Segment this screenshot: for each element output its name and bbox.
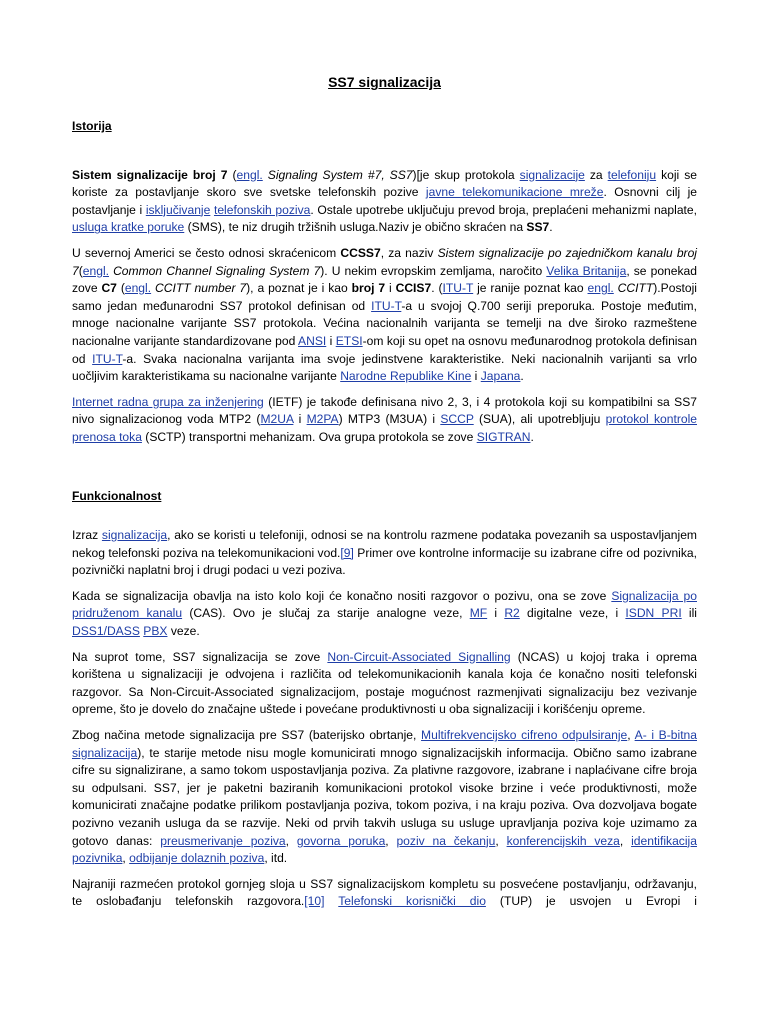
link[interactable]: telefonskih poziva <box>213 202 311 217</box>
link[interactable]: Telefonski korisnički dio <box>338 894 486 909</box>
link[interactable]: ANSI <box>298 333 327 348</box>
paragraph <box>72 876 697 911</box>
text-run: . Ostale upotrebe uključuju prevod broja, preplaćeni mehanizmi naplate, <box>310 202 697 217</box>
italic-text: Signaling System #7, SS7 <box>267 167 413 182</box>
text-run: . <box>549 220 553 235</box>
link[interactable]: ITU-T <box>442 281 474 296</box>
bold-text: C7 <box>101 281 117 296</box>
link[interactable]: govorna poruka <box>296 833 386 848</box>
text-run: . <box>520 369 524 384</box>
link[interactable]: engl. <box>82 263 109 278</box>
text-run: ), te starije metode nisu mogle komunicirati mnogo signalizacijskih informacija. Obično samo izabrane cifre su signalizirane, a samo tokom uspostavljanja poziva. Za plativne razgovore, izabrane i naplaćivane cifre broja su odpulsani. SS7, jer je paketni baziranih komunikacioni protokol visoke brzine i veće produktivnosti, može komunicirati značajne podatke prilikom postavljanja poziva, tokom poziva, i na kraju poziva. Ova dozvoljava bogate pozivno vezanih usluga da se razvije. Neki od prvih takvih usluga su usluge upravljanja poziva koje uzimamo za gotovo danas: <box>72 745 697 848</box>
link[interactable]: engl. <box>124 281 152 296</box>
bold-text: Sistem signalizacije broj 7 <box>72 167 228 182</box>
bold-text: CCIS7 <box>395 281 432 296</box>
text-run: (NCAS) u kojoj traka i oprema korištena u signalizaciji je odvojena i različita od telekomunikacionih kanala koja će konačno nositi telefonski razgovor. Sa Non-Circuit-Associated signalizacijom, postaje mogućnost razmenjivati signalizaciju bez vezivanje opreme, što je dovelo do značajne uštede i povećane produktivnosti u oba signalizaciji i korišćenju opreme. <box>72 649 697 717</box>
paragraph <box>72 649 697 719</box>
link[interactable]: R2 <box>504 606 520 621</box>
italic-text: Sistem signalizacije po zajedničkom kanalu broj 7 <box>72 245 697 278</box>
text-run: i <box>487 606 505 621</box>
page-title: SS7 signalizacija <box>328 74 441 90</box>
text-run: Na suprot tome, SS7 signalizacija se zove <box>72 649 328 664</box>
paragraph <box>72 167 697 237</box>
link[interactable]: MF <box>469 606 488 621</box>
bold-text: broj 7 <box>351 281 386 296</box>
text-run: ).Postoji samo jedan međunarodni SS7 protokol definisan od <box>72 281 697 313</box>
paragraph <box>72 527 697 580</box>
document-page <box>72 60 697 919</box>
text-run: ) MTP3 (M3UA) i <box>338 412 441 427</box>
link[interactable]: Velika Britanija <box>546 263 627 278</box>
link[interactable]: engl. <box>587 281 614 296</box>
text-run: ( <box>116 281 125 296</box>
link[interactable]: ISDN PRI <box>625 606 682 621</box>
text-run: Primer ove kontrolne informacije su izabrane cifre od pozivnika, pozivnički naplatni broj i drugi podaci u vezi poziva. <box>72 545 697 578</box>
link[interactable]: preusmerivanje poziva <box>160 833 286 848</box>
text-run: Kada se signalizacija obavlja na isto kolo koji će konačno nositi razgovor o pozivu, ona se zove <box>72 588 612 603</box>
text-run: i <box>293 412 307 427</box>
bold-text: CCSS7 <box>340 245 381 260</box>
link[interactable]: usluga kratke poruke <box>72 220 185 235</box>
text-run: -a u svojoj Q.700 seriji preporuka. Postoje međutim, mnoge nacionalne varijante SS7 protokola. Većina nacionalnih varijanta se temelji na dve široko razmeštene nacionalne varijante standardizovane pod <box>72 298 697 348</box>
paragraph <box>72 394 697 447</box>
text-run: , se ponekad zove <box>72 263 697 296</box>
link[interactable]: Japana <box>480 369 521 384</box>
link[interactable]: javne telekomunikacione mreže <box>425 185 604 200</box>
text-run: ), a poznat je i kao <box>246 281 352 296</box>
link[interactable]: konferencijskih veza <box>506 833 620 848</box>
link[interactable]: [10] <box>304 894 325 909</box>
text-run: koji se koriste za postavljanje skoro sve svetske telefonskih pozive <box>72 167 698 200</box>
text-run: . <box>530 429 534 444</box>
text-run: , za naziv <box>380 245 438 260</box>
link[interactable]: M2UA <box>260 412 294 427</box>
text-run: )[je skup protokola <box>412 167 520 182</box>
link[interactable]: Narodne Republike Kine <box>340 369 472 384</box>
text-run: je ranije poznat kao <box>473 281 588 296</box>
section-heading-istorija: Istorija <box>72 119 112 133</box>
text-run <box>324 894 338 908</box>
link[interactable]: signalizacije <box>519 167 585 182</box>
text-run: i <box>471 369 481 384</box>
text-run: Najraniji razmećen protokol gornjeg sloja u SS7 signalizacijskom kompletu su posvećene postavljanju, održavanju, te oslobađanju telefonskih razgovora. <box>72 876 697 909</box>
text-run: (SMS), te niz drugih tržišnih usluga.Naziv je obično skraćen na <box>184 220 527 235</box>
text-run: U severnoj Americi se često odnosi skraćenicom <box>72 245 341 260</box>
link[interactable]: M2PA <box>306 412 339 427</box>
text-run: , <box>122 851 130 866</box>
text-run: (TUP) je usvojen u Evropi i <box>485 894 697 909</box>
text-run: veze. <box>167 624 200 639</box>
text-run: , <box>385 833 397 848</box>
text-run: -om koji su opet na osnovu međunarodnog protokola definisan od <box>72 333 697 366</box>
text-run: (SUA), ali upotrebljuju <box>473 412 606 427</box>
text-run: ). U nekim evropskim zemljama, naročito <box>320 263 547 278</box>
link[interactable]: Signalizacija po pridruženom kanalu <box>72 588 697 621</box>
text-run: . ( <box>431 281 443 296</box>
text-run: (SCTP) transportni mehanizam. Ova grupa protokola se zove <box>141 429 477 444</box>
link[interactable]: SIGTRAN <box>476 429 531 444</box>
link[interactable]: odbijanje dolaznih poziva <box>129 851 265 866</box>
bold-text: SS7 <box>526 220 550 235</box>
link[interactable]: PBX <box>143 624 168 639</box>
link[interactable]: signalizacija <box>101 528 168 543</box>
text-run: digitalne veze, i <box>519 606 626 621</box>
link[interactable]: DSS1/DASS <box>72 624 140 639</box>
text-run: , ako se koristi u telefoniji, odnosi se na kontrolu razmene podataka povezanih sa uspostavljanjem nekog telefonski poziva na telekomunikacioni vod. <box>72 528 697 560</box>
link[interactable]: Internet radna grupa za inženjering <box>72 394 264 409</box>
italic-text: CCITT number 7 <box>155 281 247 296</box>
link[interactable]: protokol kontrole prenosa toka <box>72 412 697 444</box>
text-run: , itd. <box>264 851 288 866</box>
paragraph <box>72 727 697 868</box>
link[interactable]: ETSI <box>335 333 363 348</box>
link[interactable]: Multifrekvencijsko cifreno odpulsiranje <box>421 728 628 743</box>
link[interactable]: identifikacija pozivnika <box>72 833 697 866</box>
text-run: , <box>627 728 635 743</box>
text-run: Zbog načina metode signalizacija pre SS7 (baterijsko obrtanje, <box>72 728 422 743</box>
link[interactable]: Non-Circuit-Associated Signalling <box>327 649 511 664</box>
link[interactable]: isključivanje <box>145 202 211 217</box>
link[interactable]: poziv na čekanju <box>396 833 496 848</box>
text-run: , <box>285 833 297 848</box>
text-run: (IETF) je takođe definisana nivo 2, 3, i 4 protokola koji su kompatibilni sa SS7 nivo signalizacionog voda MTP2 ( <box>72 394 697 427</box>
text-run: za <box>584 167 608 182</box>
section-heading-funkcionalnost: Funkcionalnost <box>72 488 162 503</box>
text-run: , <box>495 833 507 848</box>
link[interactable]: [9] <box>340 545 354 560</box>
text-run: ili <box>681 606 697 621</box>
paragraph <box>72 588 697 641</box>
text-run: , <box>619 833 632 848</box>
link[interactable]: ITU-T <box>92 351 123 366</box>
text-run: . Osnovni cilj je postavljanje i <box>72 185 698 217</box>
text-run: i <box>326 333 336 348</box>
link[interactable]: engl. <box>236 167 263 182</box>
text-run: Izraz <box>72 528 102 543</box>
paragraph <box>72 245 697 386</box>
italic-text: Common Channel Signaling System 7 <box>113 263 321 278</box>
link[interactable]: ITU-T <box>371 298 402 313</box>
link[interactable]: telefoniju <box>607 167 657 182</box>
link[interactable]: SCCP <box>440 412 474 427</box>
italic-text: CCITT <box>617 281 654 296</box>
text-run: ( <box>78 263 83 278</box>
text-run: i <box>385 281 396 296</box>
text-run: ( <box>227 167 237 182</box>
text-run: -a. Svaka nacionalna varijanta ima svoje jedinstvene karakteristike. Neki nacionalnih varijanti sa vrlo uočljivim karakteristikama su nacionalne varijante <box>72 351 698 384</box>
link[interactable]: A- i B-bitna signalizacija <box>72 728 697 760</box>
text-run: (CAS). Ovo je slučaj za starije analogne veze, <box>182 606 470 621</box>
